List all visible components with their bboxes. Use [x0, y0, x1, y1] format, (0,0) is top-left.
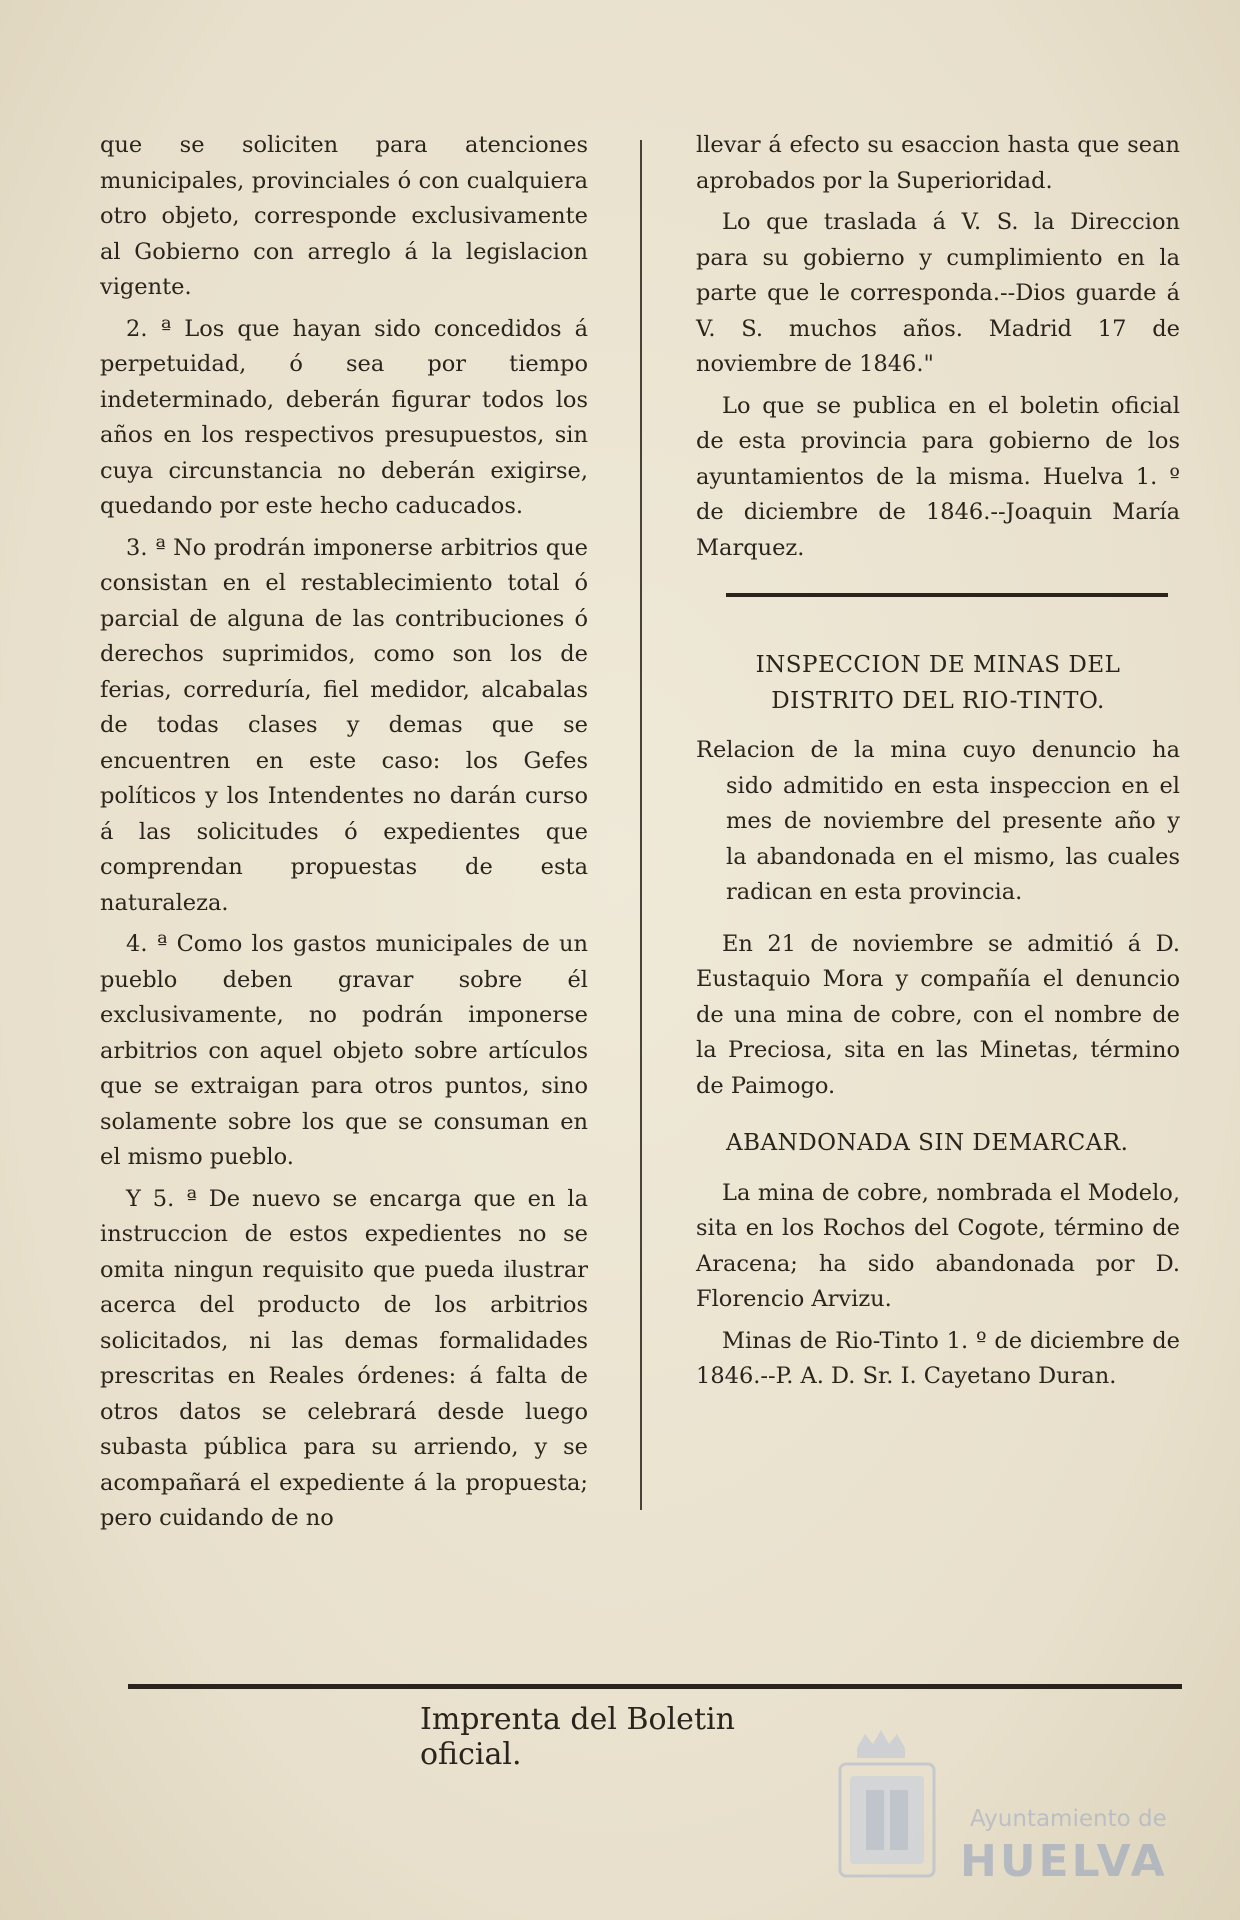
right-column: [696, 128, 1180, 1401]
left-column: [100, 128, 588, 1543]
right-paragraph-6: La mina de cobre, nombrada el Modelo, sita en los Rochos del Cogote, término de Aracena; ha sido abandonada por D. Florencio Arvizu.: [696, 1179, 1180, 1312]
left-paragraph-5: Y 5. ª De nuevo se encarga que en la instruccion de estos expedientes no se omita ningun requisito que pueda ilustrar acerca del producto de los arbitrios solicitados, ni las demas formalidades prescritas en Reales órdenes: á falta de otros datos se celebrará desde luego subasta pública para su arriendo, y se acompañará el expediente á la propuesta; pero cuidando de no: [100, 1185, 588, 1531]
watermark: [822, 1720, 1202, 1890]
left-paragraph-1: que se soliciten para atenciones municipales, provinciales ó con cualquiera otro objeto, corresponde exclusivamente al Gobierno con arreglo á la legislacion vigente.: [100, 132, 588, 300]
huelva-coat-of-arms-icon: [822, 1720, 952, 1890]
section-rule: [726, 593, 1168, 597]
section-heading-mines: INSPECCION DE MINAS DEL DISTRITO DEL RIO-TINTO.: [755, 652, 1121, 714]
footer-imprint: Imprenta del Boletin oficial.: [420, 1702, 735, 1772]
watermark-line-2: HUELVA: [960, 1836, 1168, 1887]
right-paragraph-1: llevar á efecto su esaccion hasta que sean aprobados por la Superioridad.: [696, 132, 1180, 194]
left-paragraph-2: 2. ª Los que hayan sido concedidos á perpetuidad, ó sea por tiempo indeterminado, deberán figurar todos los años en los respectivos presupuestos, sin cuya circunstancia no deberán exigirse, quedando por este hecho caducados.: [100, 315, 588, 519]
column-divider: [640, 140, 642, 1510]
right-paragraph-3: Lo que se publica en el boletin oficial de esta provincia para gobierno de los ayuntamientos de la misma. Huelva 1. º de diciembre de 1846.--Joaquin María Marquez.: [696, 392, 1180, 561]
left-paragraph-3: 3. ª No prodrán imponerse arbitrios que consistan en el restablecimiento total ó parcial de alguna de las contribuciones ó derechos suprimidos, como son los de ferias, correduría, fiel medidor, alcabalas de todas clases y demas que se encuentren en este caso: los Gefes políticos y los Intendentes no darán curso á las solicitudes ó expedientes que comprendan propuestas de esta naturaleza.: [100, 534, 588, 916]
footer-rule: [128, 1684, 1182, 1689]
right-paragraph-2: Lo que traslada á V. S. la Direccion para su gobierno y cumplimiento en la parte que le corresponda.--Dios guarde á V. S. muchos años. Madrid 17 de noviembre de 1846.": [696, 209, 1180, 377]
right-paragraph-5: En 21 de noviembre se admitió á D. Eustaquio Mora y compañía el denuncio de una mina de cobre, con el nombre de la Preciosa, sita en las Minetas, término de Paimogo.: [696, 930, 1180, 1099]
right-paragraph-7: Minas de Rio-Tinto 1. º de diciembre de 1846.--P. A. D. Sr. I. Cayetano Duran.: [696, 1327, 1180, 1389]
section-heading-abandoned: ABANDONADA SIN DEMARCAR.: [726, 1130, 1129, 1156]
right-paragraph-4: Relacion de la mina cuyo denuncio ha sido admitido en esta inspeccion en el mes de noviembre del presente año y la abandonada en el mismo, las cuales radican en esta provincia.: [696, 737, 1180, 905]
left-paragraph-4: 4. ª Como los gastos municipales de un pueblo deben gravar sobre él exclusivamente, no podrán imponerse arbitrios con aquel objeto sobre artículos que se extraigan para otros puntos, sino solamente sobre los que se consuman en el mismo pueblo.: [100, 931, 588, 1170]
watermark-line-1: Ayuntamiento de: [970, 1806, 1167, 1832]
